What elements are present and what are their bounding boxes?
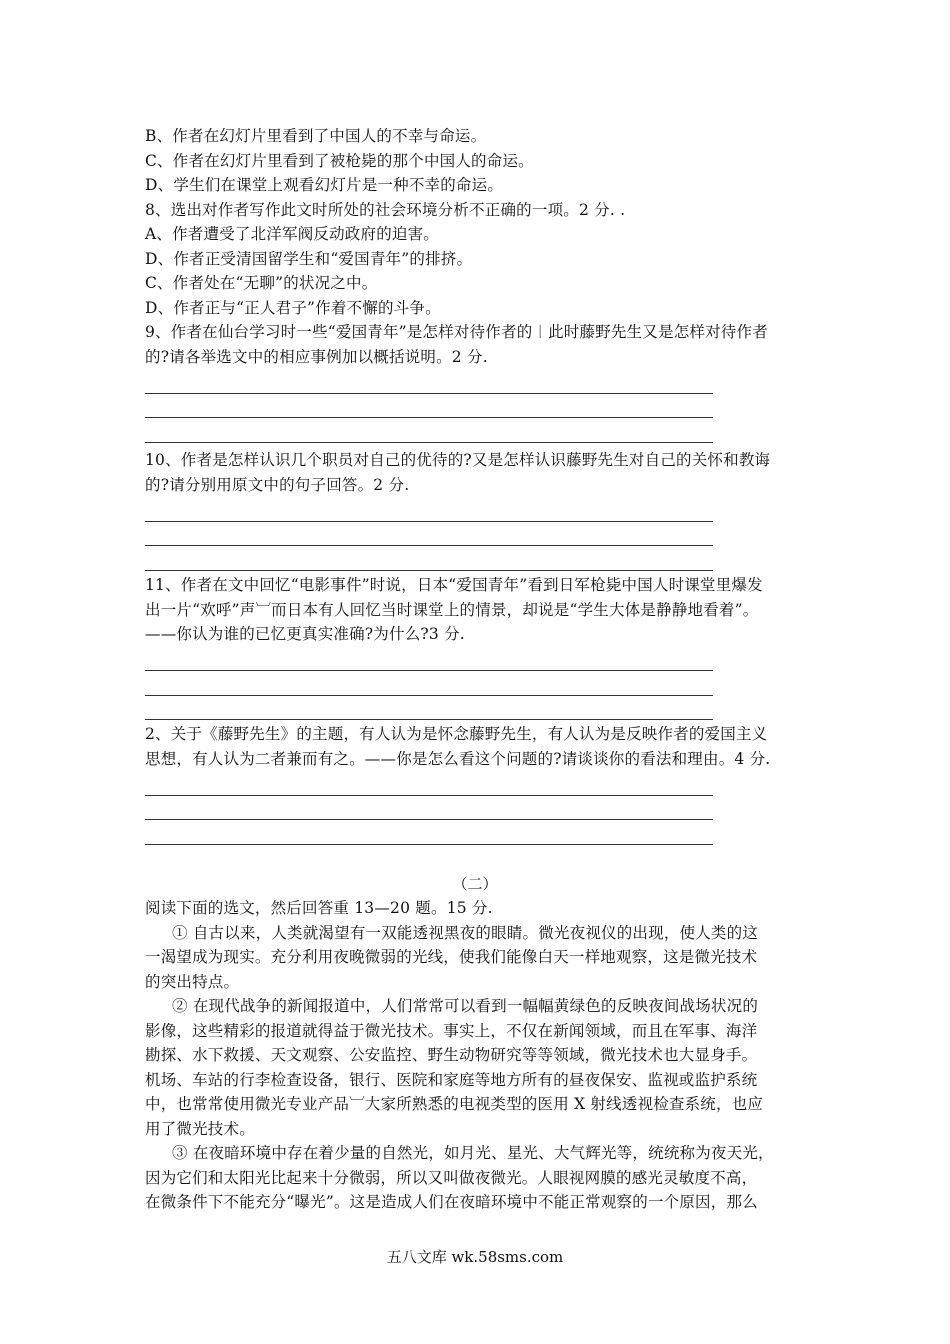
- paragraph-line: 因为它们和太阳光比起来十分微弱，所以又叫做夜微光。人眼视网膜的感光灵敏度不高，: [145, 1168, 758, 1187]
- paragraph-line: 的突出特点。: [145, 972, 240, 991]
- answer-line[interactable]: [145, 647, 713, 672]
- question-text: 2、关于《藤野先生》的主题，有人认为是怀念藤野先生，有人认为是反映作者的爱国主义: [145, 725, 768, 743]
- question-text: 思想，有人认为二者兼而有之。——你是怎么看这个问题的?请谈谈你的看法和理由。4 分.: [145, 749, 771, 768]
- option-line: A、作者遭受了北洋军阀反动政府的迫害。: [145, 225, 439, 243]
- q9: [145, 320, 815, 443]
- answer-line[interactable]: [145, 796, 713, 821]
- section-intro: 阅读下面的选文，然后回答重 13—20 题。15 分.: [145, 899, 493, 917]
- q10: [145, 448, 815, 571]
- question-text: 10、作者是怎样认识几个职员对自己的优待的?又是怎样认识藤野先生对自己的关怀和教诲: [145, 451, 771, 469]
- paragraph-line: 在微条件下不能充分“曝光”。这是造成人们在夜暗环境中不能正常观察的一个原因，那么: [145, 1193, 758, 1211]
- paragraph-line: 一渴望成为现实。充分利用夜晚微弱的光线，使我们能像白天一样地观察，这是微光技术: [145, 948, 758, 966]
- q12: [145, 722, 815, 845]
- question-text: 出一片“欢呼”声︺而日本有人回忆当时课堂上的情景，却说是“学生大体是静静地看着”。: [145, 600, 759, 619]
- answer-line[interactable]: [145, 497, 713, 522]
- question-text: 9、作者在仙台学习时一些“爱国青年”是怎样对待作者的︱此时藤野先生又是怎样对待作者: [145, 323, 768, 341]
- question-text: 8、选出对作者写作此文时所处的社会环境分析不正确的一项。2 分. .: [145, 200, 626, 219]
- question-text: ——你认为谁的已忆更真实准确?为什么?3 分.: [145, 625, 465, 643]
- answer-line[interactable]: [145, 696, 713, 721]
- paragraph-line: ③ 在夜暗环境中存在着少量的自然光，如月光、星光、大气辉光等，统统称为夜天光，: [172, 1144, 774, 1162]
- q8: [145, 198, 815, 321]
- paragraph-line: 勘探、水下救援、天文观察、公安监控、野生动物研究等等领域，微光技术也大显身手。: [145, 1046, 758, 1064]
- option-line: B、作者在幻灯片里看到了中国人的不幸与命运。: [145, 127, 487, 145]
- option-line: D、作者正受清国留学生和“爱国青年”的排挤。: [145, 249, 473, 268]
- option-line: C、作者在幻灯片里看到了被枪毙的那个中国人的命运。: [145, 151, 534, 170]
- answer-line[interactable]: [145, 771, 713, 796]
- answer-line[interactable]: [145, 546, 713, 571]
- answer-line[interactable]: [145, 820, 713, 845]
- question-text: 的?请分别用原文中的句子回答。2 分.: [145, 475, 410, 494]
- paragraph-line: 影像，这些精彩的报道就得益于微光技术。事实上，不仅在新闻领域，而且在军事、海洋: [145, 1021, 758, 1040]
- answer-line[interactable]: [145, 418, 713, 443]
- question-text: 的?请各举选文中的相应事例加以概括说明。2 分.: [145, 347, 488, 366]
- q7-options: [145, 124, 815, 198]
- paragraph-line: ① 自古以来，人类就渴望有一双能透视黑夜的眼睛。微光夜视仪的出现，使人类的这: [172, 923, 759, 942]
- paragraph-line: 机场、车站的行李检查设备，银行、医院和家庭等地方所有的昼夜保安、监视或监护系统: [145, 1070, 758, 1089]
- answer-line[interactable]: [145, 394, 713, 419]
- paragraph-line: 中，也常常使用微光专业产品︺大家所熟悉的电视类型的医用 X 射线透视检查系统，也应: [145, 1095, 764, 1113]
- answer-line[interactable]: [145, 369, 713, 394]
- section-title: （二）: [452, 875, 498, 893]
- answer-line[interactable]: [145, 671, 713, 696]
- option-line: C、作者处在“无聊”的状况之中。: [145, 274, 378, 292]
- option-line: D、作者正与“正人君子”作着不懈的斗争。: [145, 298, 441, 317]
- option-line: D、学生们在课堂上观看幻灯片是一种不幸的命运。: [145, 176, 504, 194]
- paragraph-line: 用了微光技术。: [145, 1119, 255, 1138]
- q11: [145, 573, 815, 720]
- page-footer: 五八文库 wk.58sms.com: [386, 1248, 564, 1266]
- answer-line[interactable]: [145, 522, 713, 547]
- paragraph-line: ② 在现代战争的新闻报道中，人们常常可以看到一幅幅黄绿色的反映夜间战场状况的: [172, 997, 759, 1015]
- question-text: 11、作者在文中回忆“电影事件”时说，日本“爱国青年”看到日军枪毙中国人时课堂里爆发: [145, 576, 763, 594]
- reading-passage: [145, 896, 815, 1215]
